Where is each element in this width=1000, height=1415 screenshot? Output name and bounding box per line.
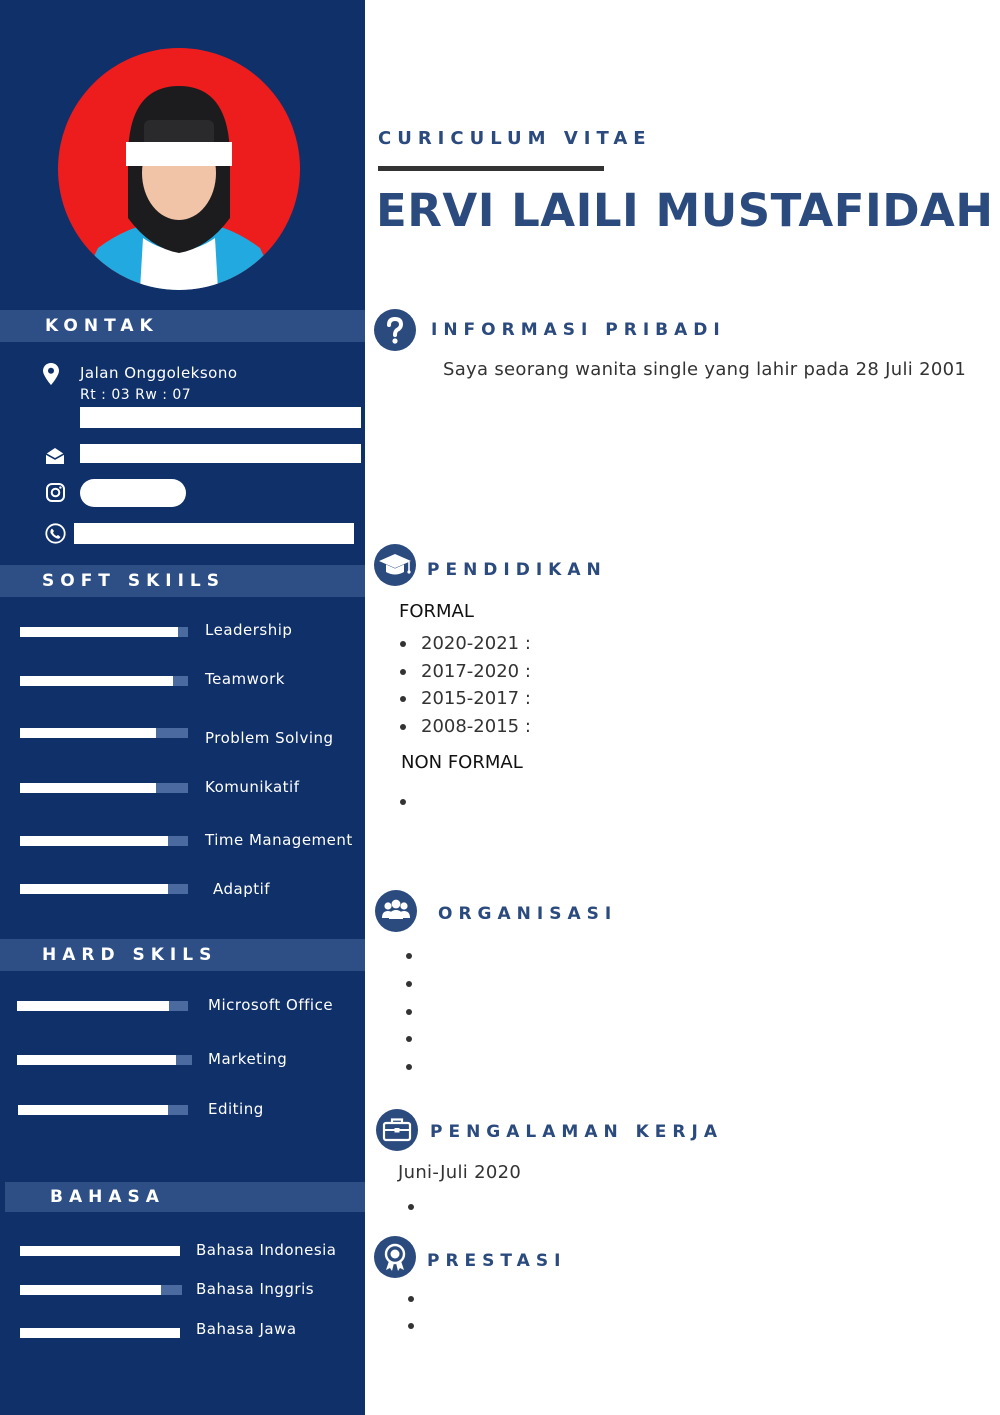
- phone-icon: [45, 523, 66, 544]
- soft-skill-bar: [20, 676, 188, 686]
- education-title: PENDIDIKAN: [427, 560, 607, 580]
- hard-skill-bar: [18, 1105, 188, 1115]
- cv-subtitle: CURICULUM VITAE: [378, 128, 652, 149]
- achievement-bullet: [408, 1323, 414, 1329]
- organization-bullet: [406, 1064, 412, 1070]
- soft-skill-label: Komunikatif: [205, 778, 300, 796]
- soft-skill-bar-fill: [20, 627, 178, 637]
- instagram-redaction: [80, 479, 186, 507]
- language-bar: [20, 1285, 182, 1295]
- soft-skills-title: SOFT SKIILS: [42, 571, 225, 591]
- language-bar: [20, 1246, 180, 1256]
- language-bar-fill: [20, 1246, 180, 1256]
- language-bar-fill: [20, 1328, 180, 1338]
- address-line-2: Rt : 03 Rw : 07: [80, 387, 192, 403]
- soft-skill-label: Teamwork: [205, 670, 285, 688]
- formal-education-item: 2008-2015 :: [421, 715, 531, 737]
- soft-skill-bar-fill: [20, 836, 168, 846]
- hard-skill-bar-fill: [18, 1105, 168, 1115]
- soft-skill-bar: [20, 627, 188, 637]
- address-line-1: Jalan Onggoleksono: [80, 364, 238, 382]
- soft-skill-label: Problem Solving: [205, 729, 334, 747]
- soft-skill-bar-fill: [20, 884, 168, 894]
- formal-bullet: [400, 641, 406, 647]
- experience-period: Juni-Juli 2020: [398, 1162, 522, 1183]
- formal-education-item: 2017-2020 :: [421, 660, 531, 682]
- soft-skill-bar-fill: [20, 728, 156, 738]
- title-divider: [378, 166, 604, 171]
- full-name: ERVI LAILI MUSTAFIDAH: [376, 184, 994, 237]
- nonformal-bullet: [400, 799, 406, 805]
- nonformal-education-label: NON FORMAL: [401, 752, 523, 773]
- hard-skill-label: Editing: [208, 1100, 264, 1118]
- soft-skill-bar: [20, 728, 188, 738]
- soft-skill-label: Leadership: [205, 621, 293, 639]
- soft-skill-bar: [20, 884, 188, 894]
- language-title: BAHASA: [50, 1187, 165, 1207]
- award-badge-icon: [374, 1236, 416, 1278]
- soft-skills-section-header: [0, 565, 365, 597]
- organization-title: ORGANISASI: [438, 904, 618, 924]
- formal-bullet: [400, 669, 406, 675]
- question-icon: [374, 309, 416, 351]
- hard-skill-bar-fill: [17, 1055, 176, 1065]
- formal-education-item: 2020-2021 :: [421, 633, 531, 654]
- email-icon: [46, 448, 64, 464]
- personal-info-text: Saya seorang wanita single yang lahir pada 28 Juli 2001: [443, 359, 967, 380]
- profile-photo: [58, 48, 300, 290]
- briefcase-icon: [376, 1109, 418, 1151]
- soft-skill-bar: [20, 836, 188, 846]
- group-people-icon: [375, 890, 417, 932]
- formal-bullet: [400, 696, 406, 702]
- soft-skill-bar-fill: [20, 676, 173, 686]
- achievement-title: PRESTASI: [427, 1251, 567, 1271]
- formal-education-item: 2015-2017 :: [421, 688, 531, 709]
- instagram-icon: [46, 483, 65, 502]
- language-section-header: [5, 1182, 365, 1212]
- address-redaction: [80, 407, 361, 428]
- sidebar: [0, 0, 365, 1415]
- language-label: Bahasa Inggris: [196, 1280, 315, 1298]
- organization-bullet: [406, 1009, 412, 1015]
- hard-skill-label: Marketing: [208, 1050, 288, 1068]
- experience-title: PENGALAMAN KERJA: [430, 1122, 723, 1142]
- hard-skill-bar-fill: [17, 1001, 169, 1011]
- organization-bullet: [406, 981, 412, 987]
- contact-title: KONTAK: [45, 316, 159, 336]
- hard-skills-title: HARD SKILS: [42, 945, 218, 965]
- experience-bullet: [408, 1204, 414, 1210]
- soft-skill-label: Adaptif: [213, 880, 271, 898]
- graduation-cap-icon: [374, 544, 416, 586]
- hard-skill-bar: [17, 1055, 192, 1065]
- contact-section-header: [0, 310, 365, 342]
- language-bar-fill: [20, 1285, 161, 1295]
- soft-skill-bar: [20, 783, 188, 793]
- phone-redaction: [74, 523, 354, 544]
- hard-skill-bar: [17, 1001, 188, 1011]
- language-label: Bahasa Indonesia: [196, 1241, 337, 1259]
- soft-skill-label: Time Management: [205, 831, 353, 849]
- language-label: Bahasa Jawa: [196, 1320, 297, 1338]
- hard-skill-label: Microsoft Office: [208, 996, 334, 1014]
- organization-bullet: [406, 1036, 412, 1042]
- organization-bullet: [406, 953, 412, 959]
- location-pin-icon: [43, 363, 59, 385]
- hard-skills-section-header: [0, 939, 365, 971]
- face-redaction: [126, 142, 232, 166]
- personal-info-title: INFORMASI PRIBADI: [431, 320, 726, 340]
- language-bar: [20, 1328, 180, 1338]
- formal-education-label: FORMAL: [399, 601, 474, 622]
- formal-bullet: [400, 724, 406, 730]
- email-redaction: [80, 444, 361, 463]
- soft-skill-bar-fill: [20, 783, 156, 793]
- achievement-bullet: [408, 1296, 414, 1302]
